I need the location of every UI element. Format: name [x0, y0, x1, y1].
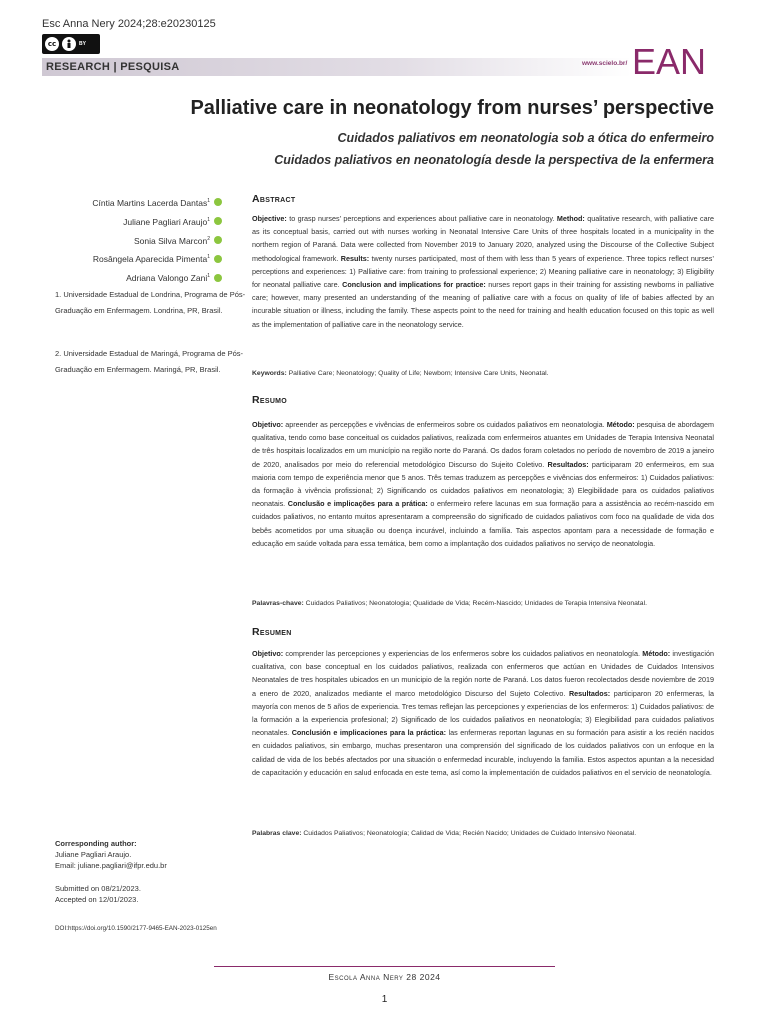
- author-affil-mark: 2: [207, 235, 210, 242]
- article-subtitle-es: Cuidados paliativos en neonatología desde la perspectiva de la enfermera: [274, 153, 714, 167]
- author-name: Juliane Pagliari Araujo: [123, 216, 208, 227]
- results-text: participaron 20 enfermeras, la mayoría con menos de 5 años de experiencia. Tres temas reflejan las percepciones y experiencias de los enfermeros: 1) Cuidados paliativos: de la formación a la experiencia profesional; 2) Significado de los cuidados paliativos en neonatología; 3) Elegibilidad para cuidados paliativos neonatales.: [252, 688, 715, 738]
- conclusion-label: Conclusão e implicações para a prática:: [287, 499, 428, 509]
- journal-reference: Esc Anna Nery 2024;28:e20230125: [42, 18, 216, 30]
- section-label: RESEARCH | PESQUISA: [46, 61, 180, 73]
- site-url-link[interactable]: www.scielo.br/: [582, 60, 628, 67]
- conclusion-label: Conclusión e implicaciones para la práctica:: [291, 728, 447, 738]
- abstract-keywords: [252, 368, 714, 379]
- creative-commons-badge[interactable]: [42, 34, 100, 54]
- author-affil-mark: 1: [207, 273, 210, 280]
- footer-journal: Escola Anna Nery 28 2024: [328, 972, 441, 982]
- keywords-label: Palabras clave:: [252, 830, 302, 837]
- conclusion-text: o enfermeiro refere lacunas em sua formação para a assistência ao recém-nascido em cuidados paliativos, no entanto muitos apresentaram a compreensão do significado de cuidados paliativos com foco na qualidade de vida dos bebês acometidos por uma situação ou doença incurável, incluindo a família. Tais aspectos apontam para a necessidade de formação e educação em saúde voltada para essa temática, bem como a implantação dos cuidados paliativos no serviço de neonatologia.: [252, 499, 715, 548]
- method-text: qualitative research, with palliative care as its conceptual basis, carried out with nurses working in Neonatal Intensive Care Units of three hospitals located in a municipality in the northern region of Paraná. Data were collected from November 2019 to January 2020, analyzed using the Discourse of the Collective Subject methodological framework.: [252, 214, 714, 263]
- objective-text: apreender as percepções e vivências de enfermeiros sobre os cuidados paliativos em neonatologia.: [283, 420, 607, 429]
- objective-label: Objective:: [252, 214, 287, 223]
- keywords-text: Cuidados Paliativos; Neonatologia; Qualidade de Vida; Recém-Nascido; Unidades de Terapia Intensiva Neonatal.: [303, 600, 647, 607]
- affiliation-2: 2. Universidade Estadual de Maringá, Programa de Pós-Graduação em Enfermagem. Maringá, PR, Brasil.: [55, 349, 244, 374]
- results-label: Resultados:: [568, 688, 611, 698]
- submission-dates: [55, 883, 141, 905]
- article-title: Palliative care in neonatology from nurses’ perspective: [190, 97, 714, 119]
- footer-divider: [214, 966, 555, 967]
- resumen-body: [252, 647, 714, 779]
- objective-text: comprender las percepciones y experiencias de los enfermeros sobre los cuidados paliativos en neonatología.: [283, 649, 643, 658]
- keywords-text: Cuidados Paliativos; Neonatología; Calidad de Vida; Recién Nacido; Unidades de Cuidado Intensivo Neonatal.: [301, 830, 637, 837]
- author-name: Adriana Valongo Zani: [126, 273, 208, 284]
- orcid-icon[interactable]: [214, 236, 222, 244]
- resumen-keywords: [252, 828, 714, 839]
- author-name: Sonia Silva Marcon: [133, 235, 208, 246]
- results-label: Resultados:: [547, 459, 589, 469]
- page-number: 1: [381, 994, 388, 1005]
- author-item: [92, 231, 222, 250]
- submitted-date: Submitted on 08/21/2023.: [55, 884, 141, 893]
- method-label: Método:: [606, 420, 635, 429]
- results-text: participaram 20 enfermeiros, em sua maioria com tempo de experiência menor que 5 anos. Três temas traduzem as percepções e vivências dos enfermeiros: 1) Cuidados paliativos: da formação à vivência profissional; 2) Significando os cuidados paliativos em neonatologia; 3) Elegibilidade para os cuidados paliativos neonatais.: [252, 459, 714, 509]
- author-affil-mark: 1: [207, 216, 210, 223]
- orcid-icon[interactable]: [214, 217, 222, 225]
- objective-text: to grasp nurses’ perceptions and experiences about palliative care in neonatology.: [286, 214, 557, 223]
- author-list: [92, 193, 222, 287]
- resumen-heading: Resumen: [252, 626, 292, 638]
- abstract-heading: Abstract: [252, 193, 296, 205]
- conclusion-label: Conclusion and implications for practice:: [342, 280, 486, 290]
- author-affil-mark: 1: [207, 254, 210, 261]
- by-label: BY: [79, 41, 86, 47]
- accepted-date: Accepted on 12/01/2023.: [55, 895, 139, 904]
- affiliation-1: 1. Universidade Estadual de Londrina, Programa de Pós-Graduação em Enfermagem. Londrina, PR, Brasil.: [55, 290, 246, 315]
- author-name: Cíntia Martins Lacerda Dantas: [92, 197, 208, 208]
- orcid-icon[interactable]: [214, 255, 222, 263]
- cc-icon: cc: [45, 37, 59, 51]
- objective-label: Objetivo:: [252, 649, 284, 658]
- corresponding-name: Juliane Pagliari Araujo.: [55, 850, 132, 859]
- article-subtitle-pt: Cuidados paliativos em neonatologia sob a ótica do enfermeiro: [337, 131, 714, 145]
- corresponding-author: [55, 838, 255, 871]
- journal-logo: EAN: [632, 41, 707, 82]
- method-text: investigación cualitativa, con base conceptual en los cuidados paliativos, realizada con enfermeros que actúan en Unidades de Cuidados Intensivos Neonatales de tres hospitales ubicados en un municipio de la región norte de Paraná. Los datos fueron recolectados desde noviembre de 2019 a enero de 2020, analizados mediante el marco metodológico Discurso del Sujeto Colectivo.: [252, 649, 714, 698]
- orcid-icon[interactable]: [214, 274, 222, 282]
- results-label: Results:: [340, 253, 370, 263]
- method-label: Método:: [642, 649, 671, 658]
- author-item: [92, 193, 222, 212]
- resumo-body: [252, 418, 714, 550]
- resumo-heading: Resumo: [252, 394, 288, 406]
- method-text: pesquisa de abordagem qualitativa, tendo como base conceitual os cuidados paliativos, realizada com enfermeiros atuantes em Unidades de Terapia Intensiva Neonatal de três hospitais localizados em um município na região norte do Paraná. Os dados foram coletados no período de novembro de 2019 a janeiro de 2020, analisados por meio do referencial metodológico Discurso do Sujeito Coletivo.: [252, 420, 714, 469]
- results-text: twenty nurses participated, most of them with less than 5 years of experience. Three topics reflect nurses’ perceptions and experiences: 1) Palliative care: from training to professional experience; 2) Meaning palliative care in neonatology; 3) Eligibility for neonatal palliative care.: [252, 253, 714, 290]
- person-icon: [62, 37, 76, 51]
- keywords-label: Keywords:: [252, 370, 287, 377]
- doi-link[interactable]: DOI:https://doi.org/10.1590/2177-9465-EAN-2023-0125en: [55, 925, 217, 932]
- method-label: Method:: [556, 214, 585, 223]
- conclusion-text: nurses report gaps in their training for assisting newborns in palliative care; however, many presented an understanding of the meaning of palliative care with a focus on quality of life of babies affected by an incurable situation or illness, including the family. These aspects point to the need for training and health education focused on this topic as well as the implementation of palliative care in the neonatology service.: [252, 280, 715, 329]
- keywords-label: Palavras-chave:: [252, 600, 304, 607]
- author-item: [92, 212, 222, 231]
- objective-label: Objetivo:: [252, 420, 284, 429]
- author-name: Rosângela Aparecida Pimenta: [92, 254, 208, 265]
- corresponding-email[interactable]: Email: juliane.pagliari@ifpr.edu.br: [55, 861, 167, 870]
- orcid-icon[interactable]: [214, 198, 222, 206]
- conclusion-text: las enfermeras reportan lagunas en su formación para asistir a los recién nacidos en cuidados paliativos, sin embargo, muchas presentaron una comprensión del significado de los cuidados paliativos con un enfoque en la calidad de vida de los bebés afectados por una situación o enfermedad incurable, incluyendo la familia. Estos aspectos apuntan a la necesidad de capacitación y educación en salud enfocada en este tema, así como la implementación de cuidados paliativos en el servicio de neonatología.: [252, 728, 714, 777]
- keywords-text: Palliative Care; Neonatology; Quality of Life; Newborn; Intensive Care Units, Neonatal.: [286, 370, 549, 377]
- abstract-body: [252, 212, 714, 331]
- author-item: [92, 268, 222, 287]
- resumo-keywords: [252, 598, 714, 609]
- corresponding-label: Corresponding author:: [55, 839, 137, 848]
- author-affil-mark: 1: [207, 198, 210, 204]
- author-item: [92, 249, 222, 268]
